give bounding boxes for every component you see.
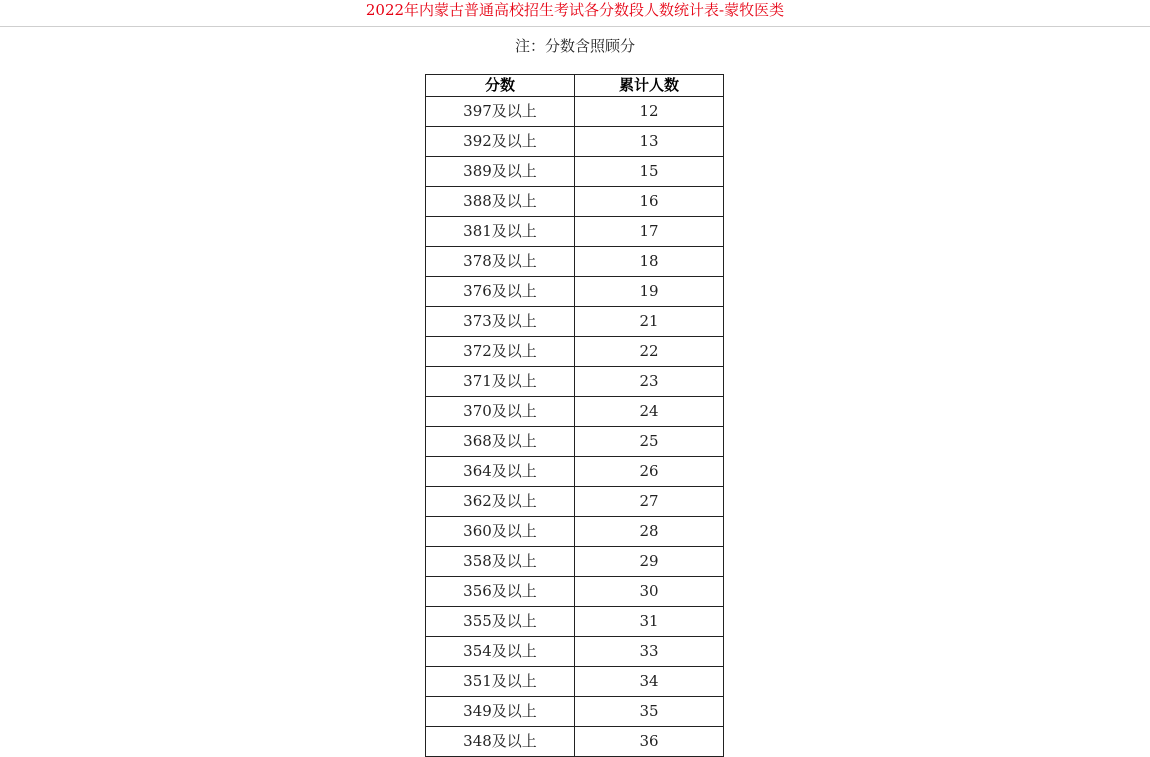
score-cell: 358及以上 <box>426 547 575 577</box>
table-row <box>426 217 724 247</box>
table-body <box>426 97 724 757</box>
cumulative-count-cell: 18 <box>575 247 724 277</box>
score-cell: 392及以上 <box>426 127 575 157</box>
score-cell: 378及以上 <box>426 247 575 277</box>
cumulative-count-cell: 31 <box>575 607 724 637</box>
score-cell: 373及以上 <box>426 307 575 337</box>
title-divider <box>0 26 1150 27</box>
table-row <box>426 697 724 727</box>
cumulative-count-cell: 24 <box>575 397 724 427</box>
score-cell: 351及以上 <box>426 667 575 697</box>
score-cell: 368及以上 <box>426 427 575 457</box>
table-row <box>426 487 724 517</box>
table-row <box>426 337 724 367</box>
score-cell: 356及以上 <box>426 577 575 607</box>
cumulative-count-cell: 19 <box>575 277 724 307</box>
score-cell: 364及以上 <box>426 457 575 487</box>
cumulative-count-cell: 23 <box>575 367 724 397</box>
cumulative-count-cell: 36 <box>575 727 724 757</box>
cumulative-count-cell: 27 <box>575 487 724 517</box>
column-header-cumulative-count: 累计人数 <box>575 75 724 97</box>
cumulative-count-cell: 33 <box>575 637 724 667</box>
score-cell: 348及以上 <box>426 727 575 757</box>
cumulative-count-cell: 30 <box>575 577 724 607</box>
score-cell: 355及以上 <box>426 607 575 637</box>
score-cell: 376及以上 <box>426 277 575 307</box>
score-cell: 362及以上 <box>426 487 575 517</box>
score-note: 注：分数含照顾分 <box>514 37 635 55</box>
score-distribution-table <box>425 74 724 757</box>
score-cell: 388及以上 <box>426 187 575 217</box>
cumulative-count-cell: 26 <box>575 457 724 487</box>
table-header-row <box>426 75 724 97</box>
cumulative-count-cell: 15 <box>575 157 724 187</box>
score-cell: 354及以上 <box>426 637 575 667</box>
cumulative-count-cell: 21 <box>575 307 724 337</box>
table-row <box>426 577 724 607</box>
column-header-score: 分数 <box>426 75 575 97</box>
table-row <box>426 307 724 337</box>
table-row <box>426 727 724 757</box>
score-cell: 360及以上 <box>426 517 575 547</box>
cumulative-count-cell: 28 <box>575 517 724 547</box>
table-row <box>426 517 724 547</box>
table-row <box>426 427 724 457</box>
score-cell: 389及以上 <box>426 157 575 187</box>
score-cell: 371及以上 <box>426 367 575 397</box>
score-cell: 349及以上 <box>426 697 575 727</box>
table-row <box>426 367 724 397</box>
score-cell: 370及以上 <box>426 397 575 427</box>
table-row <box>426 127 724 157</box>
table-row <box>426 277 724 307</box>
score-cell: 397及以上 <box>426 97 575 127</box>
cumulative-count-cell: 12 <box>575 97 724 127</box>
table-row <box>426 547 724 577</box>
score-cell: 372及以上 <box>426 337 575 367</box>
table-row <box>426 187 724 217</box>
cumulative-count-cell: 22 <box>575 337 724 367</box>
cumulative-count-cell: 25 <box>575 427 724 457</box>
cumulative-count-cell: 34 <box>575 667 724 697</box>
cumulative-count-cell: 29 <box>575 547 724 577</box>
score-cell: 381及以上 <box>426 217 575 247</box>
table-row <box>426 247 724 277</box>
table-row <box>426 667 724 697</box>
cumulative-count-cell: 13 <box>575 127 724 157</box>
cumulative-count-cell: 17 <box>575 217 724 247</box>
page-title: 2022年内蒙古普通高校招生考试各分数段人数统计表-蒙牧医类 <box>365 1 785 19</box>
table-row <box>426 457 724 487</box>
cumulative-count-cell: 35 <box>575 697 724 727</box>
cumulative-count-cell: 16 <box>575 187 724 217</box>
table-row <box>426 397 724 427</box>
table-row <box>426 97 724 127</box>
table-row <box>426 607 724 637</box>
table-row <box>426 637 724 667</box>
table-row <box>426 157 724 187</box>
